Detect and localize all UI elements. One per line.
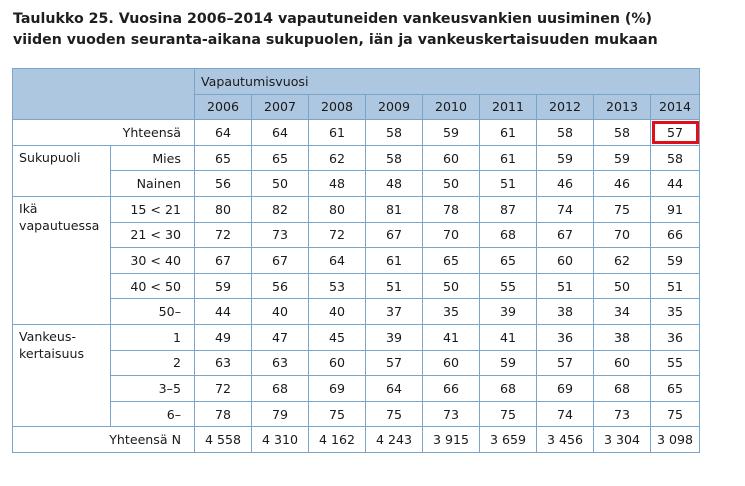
value-cell: 61 [480, 120, 537, 146]
table-row [13, 145, 700, 171]
value-cell: 37 [366, 299, 423, 325]
value-cell: 60 [309, 350, 366, 376]
header-corner [13, 69, 195, 120]
value-cell: 79 [252, 401, 309, 427]
header-row-super [13, 69, 700, 95]
value-cell: 67 [537, 222, 594, 248]
row-label: Mies [111, 145, 195, 171]
year-header-2011: 2011 [480, 94, 537, 120]
value-cell: 58 [651, 145, 700, 171]
value-cell: 58 [594, 120, 651, 146]
value-cell: 45 [309, 324, 366, 350]
value-cell: 68 [480, 376, 537, 402]
value-cell: 58 [366, 145, 423, 171]
value-cell: 62 [594, 248, 651, 274]
value-cell: 39 [480, 299, 537, 325]
value-cell: 50 [423, 273, 480, 299]
value-cell: 67 [252, 248, 309, 274]
year-header-2014: 2014 [651, 94, 700, 120]
value-cell: 46 [594, 171, 651, 197]
year-header-2010: 2010 [423, 94, 480, 120]
row-label: 2 [111, 350, 195, 376]
table-row [13, 248, 700, 274]
group-label-line: Sukupuoli [19, 149, 81, 165]
value-cell: 3 456 [537, 427, 594, 453]
table-row-total [13, 120, 700, 146]
value-cell: 59 [651, 248, 700, 274]
value-cell: 64 [366, 376, 423, 402]
group-label-line: Vankeus- [19, 328, 77, 344]
year-header-2006: 2006 [195, 94, 252, 120]
value-cell: 59 [594, 145, 651, 171]
value-cell: 66 [423, 376, 480, 402]
table-row-n [13, 427, 700, 453]
value-cell: 64 [309, 248, 366, 274]
value-cell: 59 [537, 145, 594, 171]
group-label [13, 324, 111, 426]
table-row [13, 401, 700, 427]
super-header: Vapautumisvuosi [195, 69, 700, 95]
table-row [13, 324, 700, 350]
value-cell: 63 [252, 350, 309, 376]
value-cell: 75 [480, 401, 537, 427]
value-cell: 59 [480, 350, 537, 376]
value-cell: 56 [252, 273, 309, 299]
value-cell: 64 [195, 120, 252, 146]
row-label: 50– [111, 299, 195, 325]
value-cell: 59 [423, 120, 480, 146]
value-cell: 68 [594, 376, 651, 402]
value-cell: 47 [252, 324, 309, 350]
table-row [13, 376, 700, 402]
highlighted-value-cell: 57 [651, 120, 700, 146]
table-row [13, 299, 700, 325]
value-cell: 59 [195, 273, 252, 299]
value-cell: 53 [309, 273, 366, 299]
row-label: 21 < 30 [111, 222, 195, 248]
value-cell: 68 [480, 222, 537, 248]
value-cell: 3 304 [594, 427, 651, 453]
value-cell: 80 [195, 196, 252, 222]
table-row [13, 196, 700, 222]
value-cell: 50 [423, 171, 480, 197]
value-cell: 91 [651, 196, 700, 222]
value-cell: 4 162 [309, 427, 366, 453]
group-label [13, 196, 111, 324]
group-label-line: kertaisuus [19, 345, 85, 361]
value-cell: 74 [537, 196, 594, 222]
value-cell: 4 243 [366, 427, 423, 453]
value-cell: 48 [309, 171, 366, 197]
value-cell: 35 [423, 299, 480, 325]
value-cell: 55 [480, 273, 537, 299]
value-cell: 72 [309, 222, 366, 248]
data-table [12, 68, 700, 453]
value-cell: 57 [537, 350, 594, 376]
value-cell: 36 [537, 324, 594, 350]
value-cell: 49 [195, 324, 252, 350]
row-label: 40 < 50 [111, 273, 195, 299]
row-label: 30 < 40 [111, 248, 195, 274]
year-header-2009: 2009 [366, 94, 423, 120]
table-row [13, 222, 700, 248]
value-cell: 51 [366, 273, 423, 299]
value-cell: 41 [480, 324, 537, 350]
value-cell: 75 [309, 401, 366, 427]
value-cell: 65 [252, 145, 309, 171]
value-cell: 61 [480, 145, 537, 171]
value-cell: 48 [366, 171, 423, 197]
value-cell: 44 [195, 299, 252, 325]
value-cell: 75 [651, 401, 700, 427]
value-cell: 78 [423, 196, 480, 222]
value-cell: 60 [423, 350, 480, 376]
year-header-2008: 2008 [309, 94, 366, 120]
year-header-2013: 2013 [594, 94, 651, 120]
value-cell: 40 [309, 299, 366, 325]
row-label: 6– [111, 401, 195, 427]
value-cell: 64 [252, 120, 309, 146]
value-cell: 68 [252, 376, 309, 402]
value-cell: 69 [309, 376, 366, 402]
value-cell: 41 [423, 324, 480, 350]
value-cell: 51 [651, 273, 700, 299]
value-cell: 58 [537, 120, 594, 146]
value-cell: 62 [309, 145, 366, 171]
value-cell: 72 [195, 222, 252, 248]
value-cell: 38 [594, 324, 651, 350]
value-cell: 87 [480, 196, 537, 222]
value-cell: 74 [537, 401, 594, 427]
table-row [13, 171, 700, 197]
value-cell: 36 [651, 324, 700, 350]
row-label: 1 [111, 324, 195, 350]
value-cell: 61 [309, 120, 366, 146]
value-cell: 78 [195, 401, 252, 427]
value-cell: 35 [651, 299, 700, 325]
value-cell: 4 558 [195, 427, 252, 453]
row-label-total: Yhteensä [13, 120, 195, 146]
value-cell: 73 [594, 401, 651, 427]
year-header-2007: 2007 [252, 94, 309, 120]
value-cell: 56 [195, 171, 252, 197]
value-cell: 38 [537, 299, 594, 325]
row-label: 3–5 [111, 376, 195, 402]
value-cell: 65 [423, 248, 480, 274]
value-cell: 73 [423, 401, 480, 427]
group-label [13, 145, 111, 196]
value-cell: 65 [195, 145, 252, 171]
value-cell: 82 [252, 196, 309, 222]
group-label-line: Ikä [19, 200, 38, 216]
value-cell: 58 [366, 120, 423, 146]
value-cell: 81 [366, 196, 423, 222]
table-row [13, 350, 700, 376]
value-cell: 66 [651, 222, 700, 248]
title-line-2: viiden vuoden seuranta-aikana sukupuolen, iän ja vankeuskertaisuuden mukaan [13, 32, 658, 48]
value-cell: 57 [366, 350, 423, 376]
value-cell: 73 [252, 222, 309, 248]
table-title [13, 9, 738, 51]
value-cell: 65 [651, 376, 700, 402]
year-header-2012: 2012 [537, 94, 594, 120]
value-cell: 69 [537, 376, 594, 402]
table-row [13, 273, 700, 299]
value-cell: 51 [480, 171, 537, 197]
value-cell: 3 915 [423, 427, 480, 453]
value-cell: 70 [423, 222, 480, 248]
value-cell: 75 [366, 401, 423, 427]
title-line-1: Taulukko 25. Vuosina 2006–2014 vapautuneiden vankeusvankien uusiminen (%) [13, 11, 653, 27]
value-cell: 67 [366, 222, 423, 248]
value-cell: 60 [423, 145, 480, 171]
row-label: 15 < 21 [111, 196, 195, 222]
value-cell: 50 [594, 273, 651, 299]
value-cell: 46 [537, 171, 594, 197]
value-cell: 60 [594, 350, 651, 376]
value-cell: 75 [594, 196, 651, 222]
value-cell: 80 [309, 196, 366, 222]
value-cell: 67 [195, 248, 252, 274]
row-label: Nainen [111, 171, 195, 197]
value-cell: 70 [594, 222, 651, 248]
value-cell: 55 [651, 350, 700, 376]
value-cell: 60 [537, 248, 594, 274]
group-label-line: vapautuessa [19, 217, 100, 233]
value-cell: 3 659 [480, 427, 537, 453]
value-cell: 4 310 [252, 427, 309, 453]
value-cell: 65 [480, 248, 537, 274]
row-label-n: Yhteensä N [13, 427, 195, 453]
value-cell: 34 [594, 299, 651, 325]
value-cell: 72 [195, 376, 252, 402]
value-cell: 44 [651, 171, 700, 197]
value-cell: 50 [252, 171, 309, 197]
value-cell: 51 [537, 273, 594, 299]
value-cell: 39 [366, 324, 423, 350]
value-cell: 63 [195, 350, 252, 376]
value-cell: 3 098 [651, 427, 700, 453]
value-cell: 40 [252, 299, 309, 325]
value-cell: 61 [366, 248, 423, 274]
